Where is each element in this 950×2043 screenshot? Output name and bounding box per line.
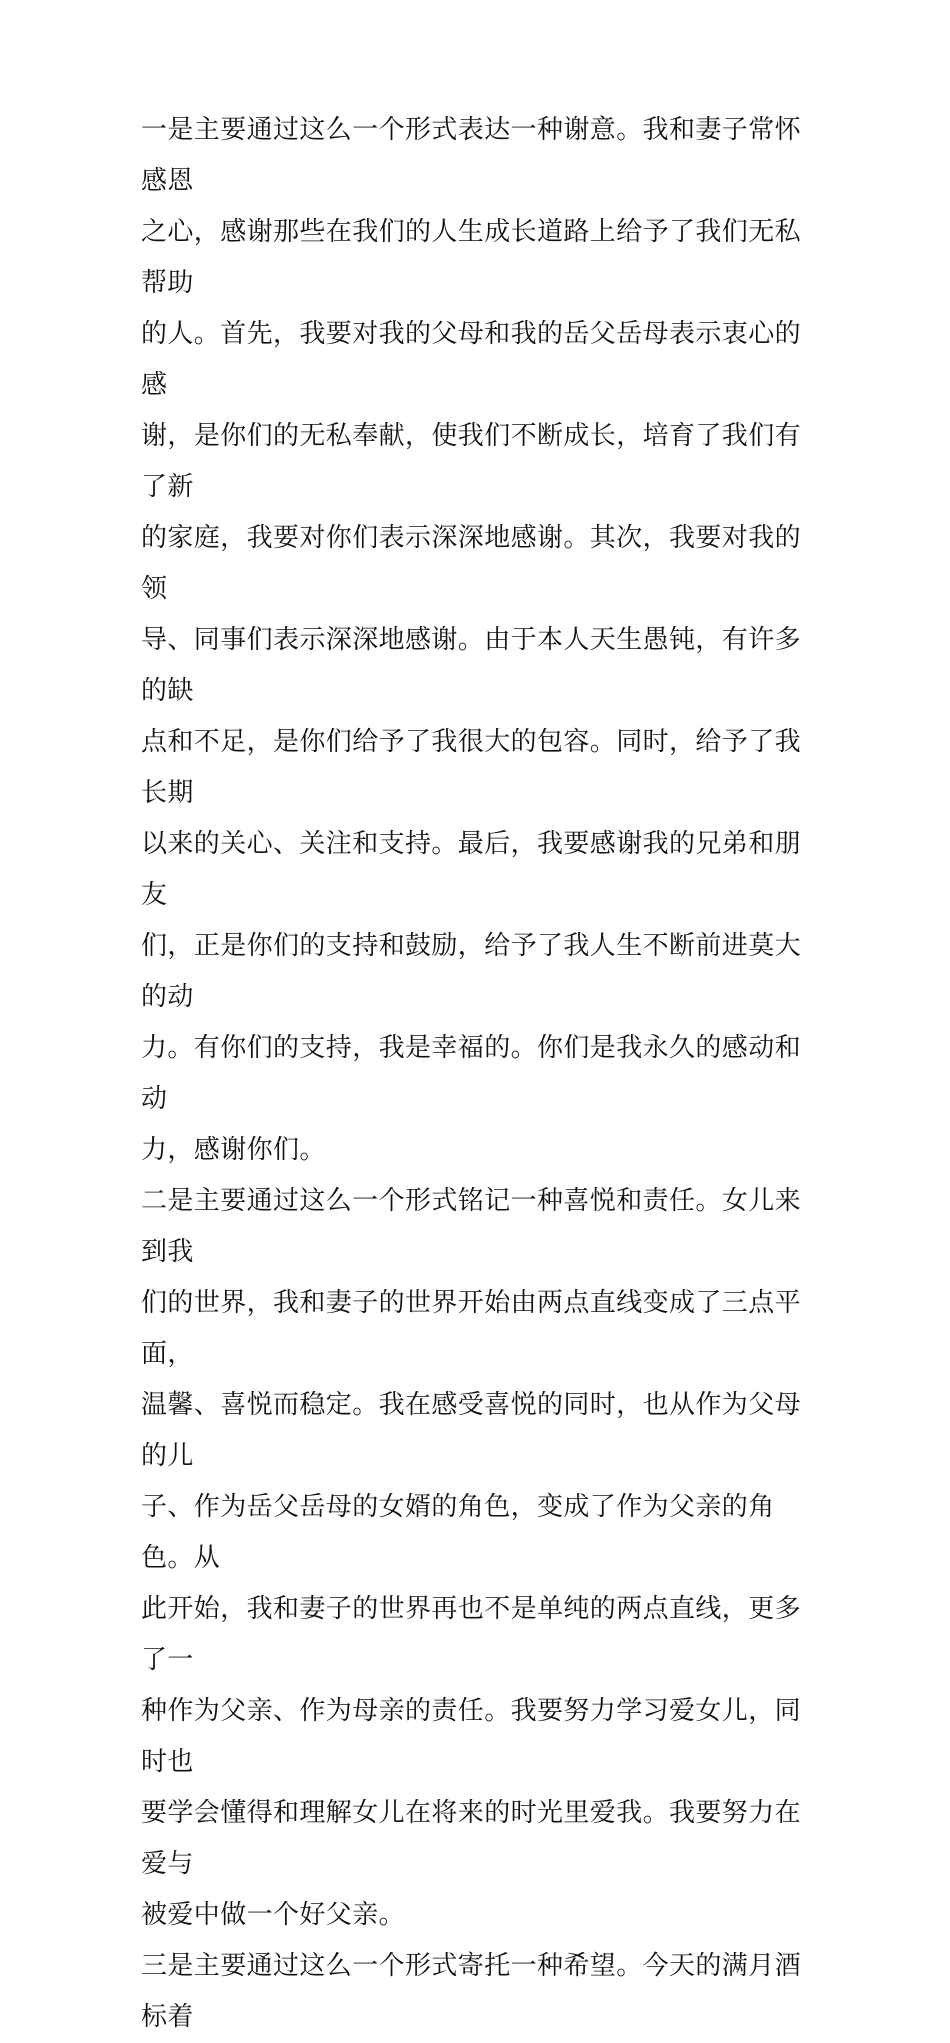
paragraph-joy-and-responsibility: 二是主要通过这么一个形式铭记一种喜悦和责任。女儿来到我 们的世界，我和妻子的世界开始由两点直线变成了三点平面， 温馨、喜悦而稳定。我在感受喜悦的同时，也从作为父母的儿 子、作为岳父岳母的女婿的角色，变成了作为父亲的角色。从 此开始，我和妻子的世界再也不是单纯的两点直线，更多了一 种作为父亲、作为母亲的责任。我要努力学习爱女儿，同时也 要学会懂得和理解女儿在将来的时光里爱我。我要努力在爱与 被爱中做一个好父亲。 <box>141 1186 802 1930</box>
document-body <box>141 105 811 2043</box>
paragraph-hope: 三是主要通过这么一个形式寄托一种希望。今天的满月酒标着 <box>141 1951 802 2032</box>
paragraph-gratitude: 一是主要通过这么一个形式表达一种谢意。我和妻子常怀感恩 之心，感谢那些在我们的人生成长道路上给予了我们无私帮助 的人。首先，我要对我的父母和我的岳父岳母表示衷心的感 谢，是你们的无私奉献，使我们不断成长，培育了我们有了新 的家庭，我要对你们表示深深地感谢。其次，我要对我的领 导、同事们表示深深地感谢。由于本人天生愚钝，有许多的缺 点和不足，是你们给予了我很大的包容。同时，给予了我长期 以来的关心、关注和支持。最后，我要感谢我的兄弟和朋友 们，正是你们的支持和鼓励，给予了我人生不断前进莫大的动 力。有你们的支持，我是幸福的。你们是我永久的感动和动 力，感谢你们。 <box>141 115 802 1165</box>
